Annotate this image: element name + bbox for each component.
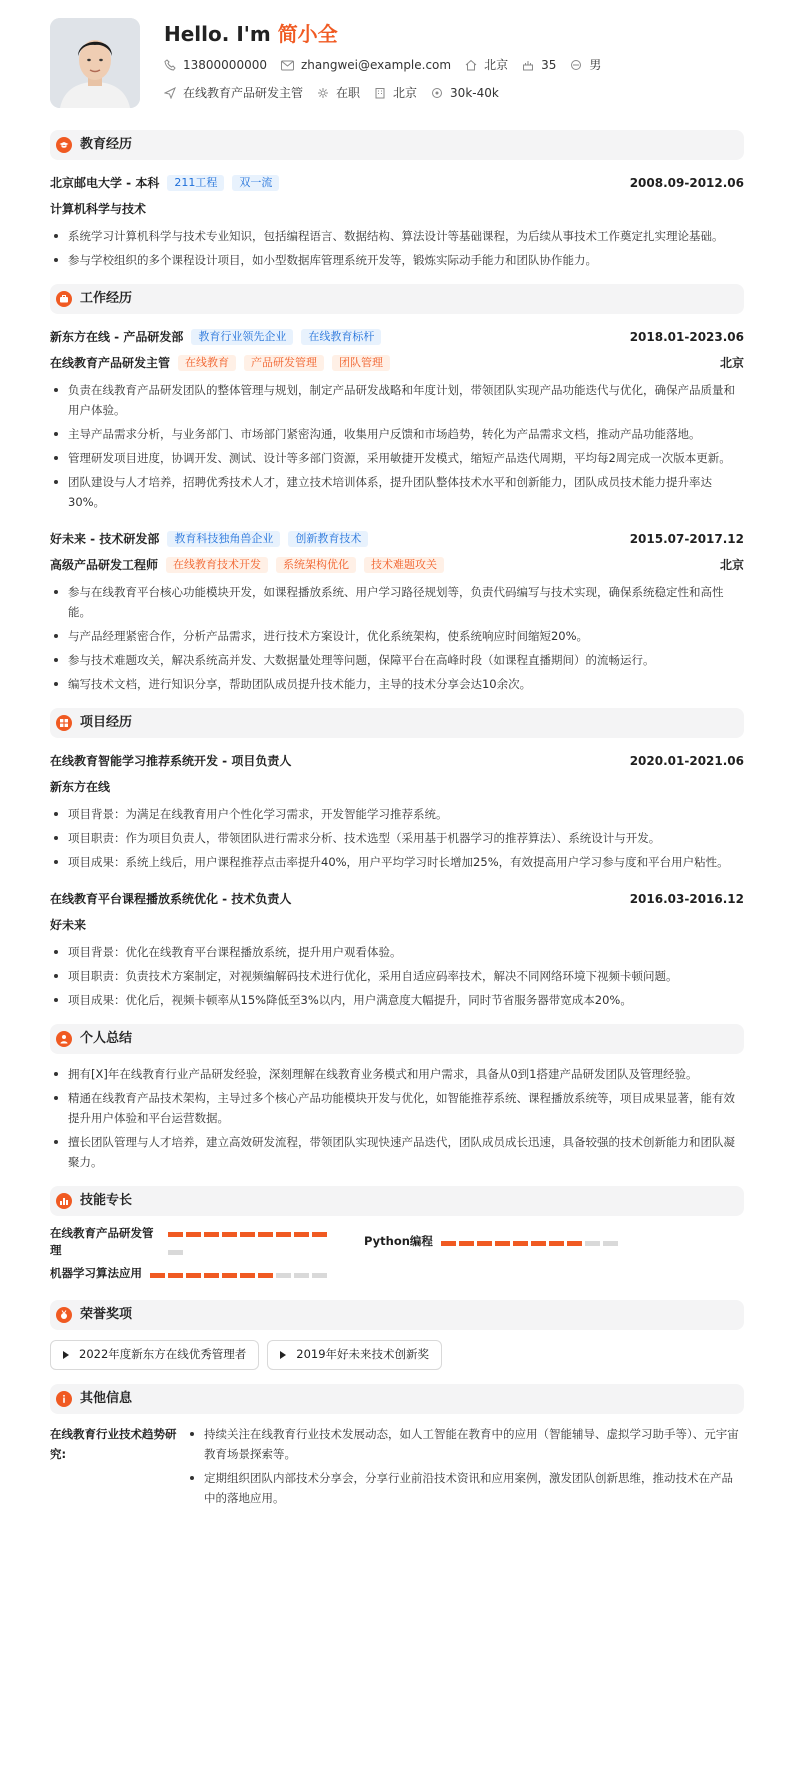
role-tag: 系统架构优化	[276, 557, 356, 573]
list-item: 拥有[X]年在线教育行业产品研发经验，深刻理解在线教育业务模式和用户需求，具备从0到1搭建产品研发团队及管理经验。	[50, 1064, 744, 1084]
skill-name: Python编程	[364, 1234, 433, 1249]
send-icon	[164, 87, 176, 99]
work-section	[50, 284, 744, 694]
honors-title: 荣誉奖项	[80, 1307, 133, 1323]
skill-segment-filled	[150, 1273, 165, 1278]
skill-name: 在线教育产品研发管理	[50, 1225, 154, 1257]
skill-level-bar	[150, 1265, 330, 1283]
gender-text: 男	[589, 58, 602, 72]
other-entry	[50, 1424, 744, 1512]
header-info	[164, 18, 615, 104]
project-title: 在线教育平台课程播放系统优化 - 技术负责人	[50, 892, 292, 906]
skill-segment-empty	[294, 1273, 309, 1278]
projects-header	[50, 708, 744, 738]
list-item: 擅长团队管理与人才培养，建立高效研发流程，带领团队实现快速产品迭代，团队成员成长迅速，具备较强的技术创新能力和团队凝聚力。	[50, 1132, 744, 1172]
play-icon	[63, 1351, 69, 1359]
email-text: zhangwei@example.com	[300, 58, 452, 72]
honors-header	[50, 1300, 744, 1330]
age	[522, 56, 556, 74]
role-tag: 技术难题攻关	[364, 557, 444, 573]
work-company-left	[50, 328, 381, 346]
other-label: 在线教育行业技术趋势研究:	[50, 1427, 177, 1461]
skills-header	[50, 1186, 744, 1216]
target-city	[374, 84, 417, 102]
list-item: 负责在线教育产品研发团队的整体管理与规划，制定产品研发战略和年度计划，带领团队实现产品功能迭代与优化，确保产品质量和用户体验。	[50, 380, 744, 420]
project-date: 2020.01-2021.06	[629, 754, 744, 768]
honor-item	[50, 1340, 259, 1370]
honors-list	[50, 1340, 744, 1370]
list-item: 与产品经理紧密合作，分析产品需求，进行技术方案设计，优化系统架构，使系统响应时间缩短20%。	[50, 626, 744, 646]
target-city-text: 北京	[393, 86, 418, 100]
role-name: 在线教育产品研发主管	[50, 356, 171, 370]
skill-item	[364, 1226, 621, 1258]
company-tag: 教育行业领先企业	[191, 329, 293, 345]
project-entry	[50, 748, 744, 872]
list-item: 精通在线教育产品技术架构，主导过多个核心产品功能模块开发与优化，如智能推荐系统、课程播放系统等，项目成果显著，能有效提升用户体验和平台运营数据。	[50, 1088, 744, 1128]
cake-icon	[522, 59, 534, 71]
skill-segment-empty	[168, 1250, 183, 1255]
other-title: 其他信息	[80, 1391, 133, 1407]
home-icon	[465, 59, 477, 71]
skill-segment-filled	[168, 1232, 183, 1237]
project-row	[50, 748, 744, 774]
education-date: 2008.09-2012.06	[629, 176, 744, 190]
skill-level-bar	[168, 1224, 340, 1260]
list-item: 项目职责：作为项目负责人，带领团队进行需求分析、技术选型（采用基于机器学习的推荐算法）、系统设计与开发。	[50, 828, 744, 848]
city-text: 北京	[484, 58, 509, 72]
phone-icon	[164, 59, 176, 71]
company-name: 好未来 - 技术研发部	[50, 532, 160, 546]
work-company-left	[50, 530, 368, 548]
company-tag: 在线教育标杆	[301, 329, 381, 345]
skill-level-bar	[441, 1233, 621, 1251]
skill-segment-filled	[276, 1232, 291, 1237]
list-item: 管理研发项目进度，协调开发、测试、设计等多部门资源，采用敏捷开发模式，缩短产品迭代周期，平均每2周完成一次版本更新。	[50, 448, 744, 468]
honor-text: 2022年度新东方在线优秀管理者	[79, 1347, 247, 1362]
project-entry	[50, 886, 744, 1010]
greeting-line	[164, 20, 615, 48]
skills-section	[50, 1186, 744, 1290]
skill-name: 机器学习算法应用	[50, 1266, 142, 1281]
project-bullets	[50, 804, 744, 872]
project-row	[50, 886, 744, 912]
project-org: 好未来	[50, 918, 87, 932]
summary-bullets	[50, 1064, 744, 1172]
education-section	[50, 130, 744, 270]
gear-icon	[317, 87, 329, 99]
education-row	[50, 170, 744, 196]
work-date: 2015.07-2017.12	[629, 532, 744, 546]
projects-section	[50, 708, 744, 1010]
education-tag: 211工程	[167, 175, 224, 191]
list-item: 项目背景：优化在线教育平台课程播放系统，提升用户观看体验。	[50, 942, 744, 962]
skill-segment-filled	[204, 1273, 219, 1278]
list-item: 系统学习计算机科学与技术专业知识，包括编程语言、数据结构、算法设计等基础课程，为后续从事技术工作奠定扎实理论基础。	[50, 226, 744, 246]
honor-item	[267, 1340, 442, 1370]
other-bullets	[186, 1424, 744, 1512]
position-text: 在线教育产品研发主管	[183, 86, 304, 100]
graduation-cap-icon	[56, 137, 72, 153]
status-text: 在职	[336, 86, 361, 100]
skill-segment-filled	[258, 1232, 273, 1237]
work-role-row	[50, 350, 744, 376]
list-item: 项目职责：负责技术方案制定，对视频编解码技术进行优化，采用自适应码率技术，解决不同网络环境下视频卡顿问题。	[50, 966, 744, 986]
project-bullets	[50, 942, 744, 1010]
play-icon	[280, 1351, 286, 1359]
skill-segment-empty	[276, 1273, 291, 1278]
skill-segment-empty	[603, 1241, 618, 1246]
medal-icon	[56, 1307, 72, 1323]
work-role-left	[50, 354, 390, 372]
list-item: 主导产品需求分析，与业务部门、市场部门紧密沟通，收集用户反馈和市场趋势，转化为产品需求文档，推动产品功能落地。	[50, 424, 744, 444]
honor-text: 2019年好未来技术创新奖	[296, 1347, 430, 1362]
skill-item	[50, 1258, 330, 1290]
gender-icon	[570, 59, 582, 71]
candidate-name: 简小全	[277, 22, 338, 46]
education-entry	[50, 170, 744, 270]
skill-segment-filled	[312, 1232, 327, 1237]
other-header	[50, 1384, 744, 1414]
mail-icon	[281, 60, 294, 71]
email	[281, 56, 451, 74]
grid-icon	[56, 715, 72, 731]
role-tag: 产品研发管理	[244, 355, 324, 371]
list-item: 项目背景：为满足在线教育用户个性化学习需求，开发智能学习推荐系统。	[50, 804, 744, 824]
skill-segment-filled	[513, 1241, 528, 1246]
major: 计算机科学与技术	[50, 202, 147, 216]
skill-segment-filled	[186, 1232, 201, 1237]
education-tag: 双一流	[232, 175, 279, 191]
work-title: 工作经历	[80, 291, 133, 307]
skill-segment-empty	[585, 1241, 600, 1246]
skill-item	[50, 1226, 340, 1258]
summary-section	[50, 1024, 744, 1172]
role-tag: 团队管理	[332, 355, 390, 371]
avatar	[50, 18, 140, 108]
company-tag: 创新教育技术	[288, 531, 368, 547]
skill-segment-filled	[477, 1241, 492, 1246]
other-section	[50, 1384, 744, 1512]
education-title: 教育经历	[80, 137, 133, 153]
summary-title: 个人总结	[80, 1031, 133, 1047]
work-role-row	[50, 552, 744, 578]
summary-header	[50, 1024, 744, 1054]
phone-text: 13800000000	[183, 58, 267, 72]
education-bullets	[50, 226, 744, 270]
skill-segment-filled	[258, 1273, 273, 1278]
skill-segment-filled	[567, 1241, 582, 1246]
person-icon	[56, 1031, 72, 1047]
education-header	[50, 130, 744, 160]
project-date: 2016.03-2016.12	[629, 892, 744, 906]
skill-segment-filled	[495, 1241, 510, 1246]
gender	[570, 56, 601, 74]
skill-segment-filled	[240, 1232, 255, 1237]
work-bullets	[50, 582, 744, 694]
honors-section	[50, 1300, 744, 1370]
skill-segment-empty	[312, 1273, 327, 1278]
company-name: 新东方在线 - 产品研发部	[50, 330, 184, 344]
work-bullets	[50, 380, 744, 512]
list-item: 团队建设与人才培养，招聘优秀技术人才，建立技术培训体系，提升团队整体技术水平和创新能力，团队成员技术能力提升率达30%。	[50, 472, 744, 512]
projects-title: 项目经历	[80, 715, 133, 731]
building-icon	[374, 87, 386, 99]
phone	[164, 56, 267, 74]
role-tag: 在线教育技术开发	[166, 557, 268, 573]
position	[164, 84, 303, 102]
work-date: 2018.01-2023.06	[629, 330, 744, 344]
skill-segment-filled	[222, 1232, 237, 1237]
work-location: 北京	[719, 558, 744, 572]
skill-segment-filled	[441, 1241, 456, 1246]
list-item: 定期组织团队内部技术分享会，分享行业前沿技术资讯和应用案例，激发团队创新思维，推动技术在产品中的落地应用。	[186, 1468, 744, 1508]
company-tag: 教育科技独角兽企业	[167, 531, 280, 547]
project-org: 新东方在线	[50, 780, 111, 794]
coin-icon	[431, 87, 443, 99]
list-item: 持续关注在线教育行业技术发展动态，如人工智能在教育中的应用（智能辅导、虚拟学习助手等）、元宇宙教育场景探索等。	[186, 1424, 744, 1464]
work-header	[50, 284, 744, 314]
work-entry	[50, 324, 744, 512]
work-role-left	[50, 556, 444, 574]
work-location: 北京	[719, 356, 744, 370]
list-item: 参与学校组织的多个课程设计项目，如小型数据库管理系统开发等，锻炼实际动手能力和团队协作能力。	[50, 250, 744, 270]
header	[50, 18, 744, 126]
briefcase-icon	[56, 291, 72, 307]
skill-segment-filled	[204, 1232, 219, 1237]
salary-text: 30k-40k	[450, 86, 499, 100]
skills-title: 技能专长	[80, 1193, 133, 1209]
skill-segment-filled	[459, 1241, 474, 1246]
info-icon	[56, 1391, 72, 1407]
school-name: 北京邮电大学 - 本科	[50, 176, 160, 190]
skill-segment-filled	[294, 1232, 309, 1237]
bar-chart-icon	[56, 1193, 72, 1209]
age-text: 35	[541, 58, 557, 72]
work-entry	[50, 526, 744, 694]
list-item: 项目成果：优化后，视频卡顿率从15%降低至3%以内，用户满意度大幅提升，同时节省服务器带宽成本20%。	[50, 990, 744, 1010]
role-tag: 在线教育	[178, 355, 236, 371]
list-item: 参与在线教育平台核心功能模块开发，如课程播放系统、用户学习路径规划等，负责代码编写与技术实现，确保系统稳定性和高性能。	[50, 582, 744, 622]
salary	[431, 84, 499, 102]
work-company-row	[50, 324, 744, 350]
skill-segment-filled	[531, 1241, 546, 1246]
skill-segment-filled	[549, 1241, 564, 1246]
skill-segment-filled	[222, 1273, 237, 1278]
job-row	[164, 82, 615, 104]
role-name: 高级产品研发工程师	[50, 558, 159, 572]
list-item: 项目成果：系统上线后，用户课程推荐点击率提升40%，用户平均学习时长增加25%，有效提高用户学习参与度和平台用户粘性。	[50, 852, 744, 872]
skills-list	[50, 1226, 744, 1290]
list-item: 编写技术文档，进行知识分享，帮助团队成员提升技术能力，主导的技术分享会达10余次。	[50, 674, 744, 694]
education-left	[50, 174, 279, 192]
city	[465, 56, 508, 74]
skill-segment-filled	[186, 1273, 201, 1278]
project-title: 在线教育智能学习推荐系统开发 - 项目负责人	[50, 754, 292, 768]
contact-row	[164, 54, 615, 76]
list-item: 参与技术难题攻关，解决系统高并发、大数据量处理等问题，保障平台在高峰时段（如课程直播期间）的流畅运行。	[50, 650, 744, 670]
work-company-row	[50, 526, 744, 552]
greeting: Hello. I'm	[164, 22, 271, 46]
skill-segment-filled	[168, 1273, 183, 1278]
skill-segment-filled	[240, 1273, 255, 1278]
status	[317, 84, 360, 102]
